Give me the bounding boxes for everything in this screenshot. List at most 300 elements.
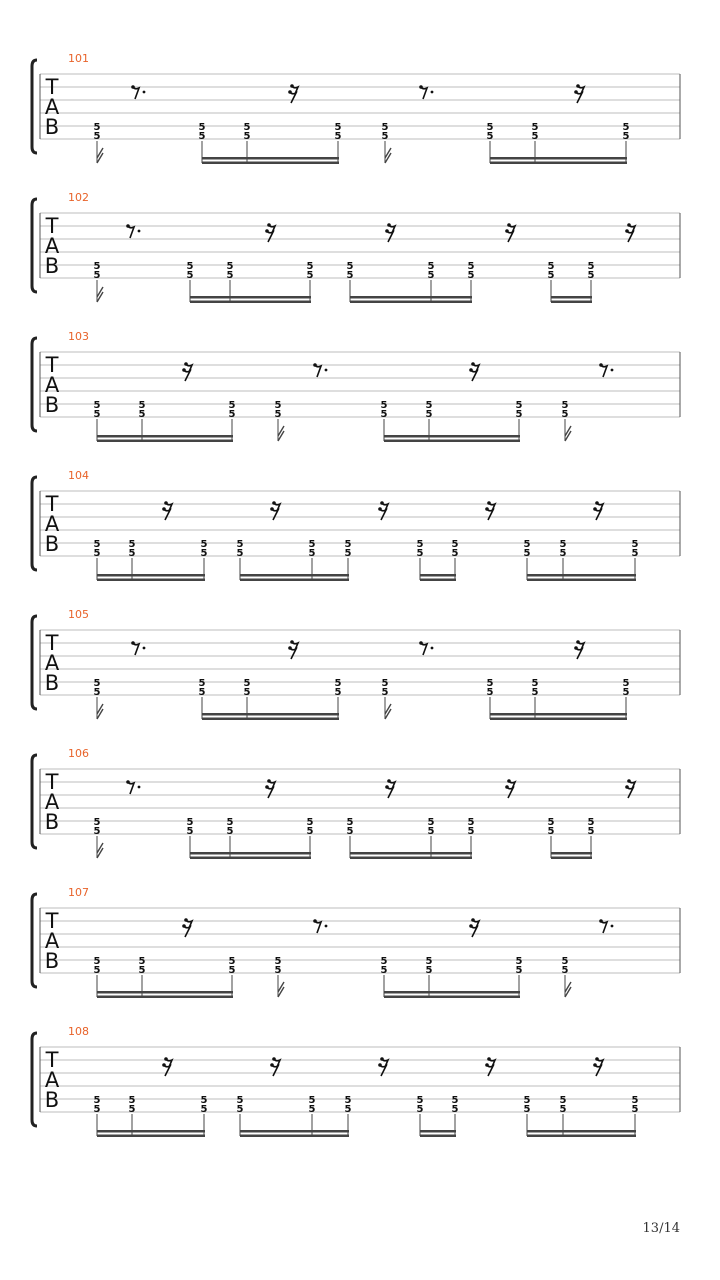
beam-line	[384, 996, 520, 999]
fret-number: 5	[451, 548, 459, 559]
note-chord	[487, 122, 494, 163]
fret-number: 5	[531, 131, 539, 142]
fret-number: 5	[243, 131, 251, 142]
fret-number: 5	[228, 409, 236, 420]
note-chord	[201, 539, 208, 580]
fret-number: 5	[425, 400, 433, 411]
eighth-rest-glyph	[133, 643, 139, 655]
fret-number: 5	[226, 817, 234, 828]
rest-dot	[138, 230, 141, 233]
rest-head	[599, 363, 603, 367]
note-chord	[623, 122, 630, 163]
rest-dot	[143, 91, 146, 94]
note-chord	[94, 1095, 101, 1136]
beam	[384, 435, 520, 442]
rest-head	[507, 223, 511, 227]
note-chord	[229, 956, 236, 997]
fret-number: 5	[486, 678, 494, 689]
fret-number: 5	[274, 965, 282, 976]
beam	[97, 435, 233, 442]
note-chord	[345, 1095, 352, 1136]
note-chord	[623, 678, 630, 719]
fret-number: 5	[128, 539, 136, 550]
fret-number: 5	[93, 687, 101, 698]
beam-line	[350, 296, 472, 299]
note-chord	[307, 817, 314, 858]
fret-number: 5	[308, 548, 316, 559]
fret-number: 5	[451, 1104, 459, 1115]
rest-head	[131, 85, 135, 89]
fret-number: 5	[128, 1095, 136, 1106]
beam-line	[97, 440, 233, 443]
tab-clef-letter: T	[45, 770, 59, 794]
rest-head	[270, 507, 274, 511]
note-chord	[428, 817, 435, 858]
tab-system	[32, 608, 680, 720]
rest-head	[126, 780, 130, 784]
fret-number: 5	[308, 539, 316, 550]
fret-number: 5	[93, 1095, 101, 1106]
rest-head	[267, 779, 271, 783]
fret-number: 5	[427, 261, 435, 272]
rest-dot	[431, 91, 434, 94]
beam-line	[551, 852, 592, 855]
fret-number: 5	[334, 678, 342, 689]
eighth-rest-glyph	[601, 365, 607, 377]
note-flag	[278, 426, 284, 441]
eighth-rest-glyph	[128, 226, 134, 238]
rest-dot	[138, 786, 141, 789]
beam	[97, 574, 205, 581]
fret-number: 5	[308, 1095, 316, 1106]
fret-number: 5	[93, 826, 101, 837]
rest-head	[184, 362, 188, 366]
beam	[240, 574, 349, 581]
beam-line	[420, 1130, 456, 1133]
beam	[190, 852, 311, 859]
beam	[551, 296, 592, 303]
rest-head	[290, 640, 294, 644]
fret-number: 5	[228, 965, 236, 976]
fret-number: 5	[243, 122, 251, 133]
rest-dot	[143, 647, 146, 650]
fret-number: 5	[380, 956, 388, 967]
beam-line	[490, 162, 627, 165]
tab-clef-letter: T	[45, 353, 59, 377]
beam-line	[190, 296, 311, 299]
fret-number: 5	[306, 261, 314, 272]
rest-dot	[325, 369, 328, 372]
rest-head	[272, 1057, 276, 1061]
beam-line	[420, 574, 456, 577]
fret-number: 5	[587, 261, 595, 272]
fret-number: 5	[334, 131, 342, 142]
note-chord	[516, 400, 523, 441]
eighth-rest-glyph	[421, 643, 427, 655]
note-chord	[94, 678, 103, 719]
fret-number: 5	[243, 678, 251, 689]
beam-line	[527, 1130, 636, 1133]
fret-number: 5	[427, 826, 435, 837]
beam	[202, 713, 339, 720]
beam-line	[384, 435, 520, 438]
fret-number: 5	[559, 1095, 567, 1106]
rest-head	[471, 362, 475, 366]
note-chord	[452, 1095, 459, 1136]
tab-clef-letter: B	[44, 393, 60, 417]
system-bracket	[32, 1033, 37, 1126]
fret-number: 5	[467, 270, 475, 281]
fret-number: 5	[515, 965, 523, 976]
note-chord	[187, 261, 194, 302]
rest-head	[265, 229, 269, 233]
fret-number: 5	[622, 131, 630, 142]
rest-head	[313, 919, 317, 923]
note-chord	[199, 122, 206, 163]
fret-number: 5	[467, 261, 475, 272]
rest-head	[419, 85, 423, 89]
fret-number: 5	[243, 687, 251, 698]
rest-head	[595, 501, 599, 505]
fret-number: 5	[138, 965, 146, 976]
fret-number: 5	[523, 1095, 531, 1106]
beam-line	[202, 162, 339, 165]
tab-clef-letter: B	[44, 671, 60, 695]
beam-line	[190, 852, 311, 855]
note-flag	[385, 704, 391, 719]
rest-head	[487, 501, 491, 505]
fret-number: 5	[427, 270, 435, 281]
rest-dot	[325, 925, 328, 928]
note-chord	[227, 817, 234, 858]
fret-number: 5	[380, 400, 388, 411]
rest-head	[505, 785, 509, 789]
bar-number: 104	[68, 469, 89, 482]
fret-number: 5	[128, 1104, 136, 1115]
fret-number: 5	[93, 956, 101, 967]
fret-number: 5	[274, 400, 282, 411]
fret-number: 5	[425, 965, 433, 976]
system-bracket	[32, 755, 37, 848]
fret-number: 5	[93, 965, 101, 976]
rest-head	[380, 1057, 384, 1061]
beam-line	[240, 1135, 349, 1138]
fret-number: 5	[631, 548, 639, 559]
system-bracket	[32, 477, 37, 570]
system-bracket	[32, 894, 37, 987]
beam	[384, 991, 520, 998]
note-chord	[548, 261, 555, 302]
fret-number: 5	[381, 687, 389, 698]
tab-clef-letter: T	[45, 631, 59, 655]
fret-number: 5	[451, 1095, 459, 1106]
fret-number: 5	[344, 548, 352, 559]
note-chord	[487, 678, 494, 719]
fret-number: 5	[559, 1104, 567, 1115]
note-chord	[335, 678, 342, 719]
fret-number: 5	[200, 539, 208, 550]
eighth-rest-glyph	[601, 921, 607, 933]
fret-number: 5	[622, 678, 630, 689]
fret-number: 5	[306, 817, 314, 828]
tab-clef-letter: B	[44, 1088, 60, 1112]
eighth-rest-glyph	[421, 87, 427, 99]
note-chord	[244, 678, 251, 719]
fret-number: 5	[425, 956, 433, 967]
fret-number: 5	[346, 270, 354, 281]
beam-line	[190, 301, 311, 304]
beam	[527, 1130, 636, 1137]
beam-line	[202, 718, 339, 721]
fret-number: 5	[274, 409, 282, 420]
bar-number: 103	[68, 330, 89, 343]
note-chord	[94, 122, 103, 163]
fret-number: 5	[308, 1104, 316, 1115]
tab-clef-letter: A	[44, 651, 60, 675]
tab-system	[32, 191, 680, 303]
note-chord	[275, 400, 284, 441]
note-chord	[382, 678, 391, 719]
tab-system	[32, 747, 680, 859]
beam-line	[551, 857, 592, 860]
beam-line	[551, 301, 592, 304]
bar-number: 107	[68, 886, 89, 899]
rest-head	[627, 223, 631, 227]
fret-number: 5	[561, 965, 569, 976]
fret-number: 5	[380, 409, 388, 420]
fret-number: 5	[306, 270, 314, 281]
note-flag	[97, 843, 103, 858]
note-flag	[385, 148, 391, 163]
tab-clef-letter: A	[44, 373, 60, 397]
beam	[190, 296, 311, 303]
beam-line	[350, 301, 472, 304]
note-chord	[560, 539, 567, 580]
note-chord	[187, 817, 194, 858]
fret-number: 5	[128, 548, 136, 559]
fret-number: 5	[531, 687, 539, 698]
beam-line	[527, 574, 636, 577]
fret-number: 5	[559, 548, 567, 559]
fret-number: 5	[236, 1095, 244, 1106]
fret-number: 5	[346, 826, 354, 837]
note-flag	[565, 982, 571, 997]
fret-number: 5	[93, 261, 101, 272]
fret-number: 5	[416, 539, 424, 550]
beam-line	[240, 579, 349, 582]
fret-number: 5	[236, 539, 244, 550]
fret-number: 5	[198, 122, 206, 133]
beam	[551, 852, 592, 859]
fret-number: 5	[274, 956, 282, 967]
note-chord	[237, 539, 244, 580]
tab-system	[32, 52, 680, 164]
fret-number: 5	[547, 261, 555, 272]
note-chord	[345, 539, 352, 580]
fret-number: 5	[531, 122, 539, 133]
fret-number: 5	[186, 261, 194, 272]
rest-head	[469, 924, 473, 928]
note-chord	[381, 956, 388, 997]
fret-number: 5	[344, 1095, 352, 1106]
note-chord	[532, 678, 539, 719]
note-chord	[426, 956, 433, 997]
rest-head	[625, 229, 629, 233]
fret-number: 5	[427, 817, 435, 828]
beam-line	[527, 1135, 636, 1138]
fret-number: 5	[425, 409, 433, 420]
fret-number: 5	[93, 678, 101, 689]
tab-system	[32, 1025, 680, 1137]
fret-number: 5	[515, 409, 523, 420]
note-chord	[129, 1095, 136, 1136]
rest-head	[485, 507, 489, 511]
note-chord	[560, 1095, 567, 1136]
fret-number: 5	[561, 409, 569, 420]
beam	[202, 157, 339, 164]
note-chord	[548, 817, 555, 858]
fret-number: 5	[416, 1095, 424, 1106]
rest-head	[378, 1063, 382, 1067]
fret-number: 5	[186, 270, 194, 281]
beam-line	[97, 991, 233, 994]
tab-clef-letter: T	[45, 1048, 59, 1072]
beam-line	[551, 296, 592, 299]
rest-head	[469, 368, 473, 372]
beam	[240, 1130, 349, 1137]
note-chord	[199, 678, 206, 719]
beam-line	[202, 157, 339, 160]
beam-line	[97, 574, 205, 577]
rest-head	[387, 779, 391, 783]
rest-head	[576, 84, 580, 88]
fret-number: 5	[381, 678, 389, 689]
bar-number: 101	[68, 52, 89, 65]
beam-line	[420, 579, 456, 582]
fret-number: 5	[486, 122, 494, 133]
note-chord	[139, 400, 146, 441]
fret-number: 5	[587, 817, 595, 828]
rest-head	[599, 919, 603, 923]
rest-head	[288, 646, 292, 650]
tab-clef-letter: B	[44, 115, 60, 139]
rest-head	[574, 90, 578, 94]
beam	[350, 296, 472, 303]
note-chord	[426, 400, 433, 441]
beam	[420, 574, 456, 581]
fret-number: 5	[226, 270, 234, 281]
note-chord	[94, 956, 101, 997]
fret-number: 5	[622, 122, 630, 133]
rest-head	[378, 507, 382, 511]
rest-head	[576, 640, 580, 644]
note-chord	[562, 400, 571, 441]
fret-number: 5	[344, 1104, 352, 1115]
fret-number: 5	[138, 400, 146, 411]
note-chord	[428, 261, 435, 302]
tab-clef-letter: T	[45, 492, 59, 516]
bar-number: 106	[68, 747, 89, 760]
rest-head	[387, 223, 391, 227]
note-flag	[97, 148, 103, 163]
rest-head	[131, 641, 135, 645]
tab-clef-letter: T	[45, 214, 59, 238]
rest-head	[290, 84, 294, 88]
system-bracket	[32, 616, 37, 709]
beam	[490, 713, 627, 720]
tab-system	[32, 469, 680, 581]
fret-number: 5	[198, 687, 206, 698]
rest-head	[593, 1063, 597, 1067]
fret-number: 5	[467, 826, 475, 837]
fret-number: 5	[306, 826, 314, 837]
note-chord	[201, 1095, 208, 1136]
note-chord	[516, 956, 523, 997]
rest-head	[385, 229, 389, 233]
fret-number: 5	[198, 131, 206, 142]
beam-line	[97, 996, 233, 999]
fret-number: 5	[486, 131, 494, 142]
beam-line	[527, 579, 636, 582]
rest-dot	[611, 369, 614, 372]
fret-number: 5	[200, 548, 208, 559]
rest-head	[288, 90, 292, 94]
bar-number: 105	[68, 608, 89, 621]
beam-line	[490, 157, 627, 160]
note-chord	[237, 1095, 244, 1136]
tab-clef-letter: T	[45, 75, 59, 99]
fret-number: 5	[631, 539, 639, 550]
system-bracket	[32, 338, 37, 431]
note-chord	[588, 261, 595, 302]
note-flag	[97, 287, 103, 302]
fret-number: 5	[547, 817, 555, 828]
eighth-rest-glyph	[133, 87, 139, 99]
rest-head	[184, 918, 188, 922]
fret-number: 5	[226, 261, 234, 272]
beam	[420, 1130, 456, 1137]
beam	[350, 852, 472, 859]
fret-number: 5	[334, 122, 342, 133]
rest-head	[164, 501, 168, 505]
note-chord	[468, 817, 475, 858]
beam-line	[190, 857, 311, 860]
note-chord	[382, 122, 391, 163]
rest-head	[265, 785, 269, 789]
fret-number: 5	[186, 826, 194, 837]
fret-number: 5	[559, 539, 567, 550]
rest-head	[162, 1063, 166, 1067]
beam	[97, 1130, 205, 1137]
fret-number: 5	[236, 1104, 244, 1115]
tab-clef-letter: B	[44, 254, 60, 278]
fret-number: 5	[416, 548, 424, 559]
note-chord	[309, 1095, 316, 1136]
fret-number: 5	[93, 1104, 101, 1115]
note-chord	[335, 122, 342, 163]
tab-clef-letter: B	[44, 810, 60, 834]
beam-line	[350, 857, 472, 860]
rest-head	[593, 507, 597, 511]
fret-number: 5	[515, 400, 523, 411]
note-chord	[347, 261, 354, 302]
tab-clef-letter: A	[44, 929, 60, 953]
rest-head	[595, 1057, 599, 1061]
fret-number: 5	[334, 687, 342, 698]
fret-number: 5	[93, 122, 101, 133]
fret-number: 5	[228, 956, 236, 967]
fret-number: 5	[531, 678, 539, 689]
